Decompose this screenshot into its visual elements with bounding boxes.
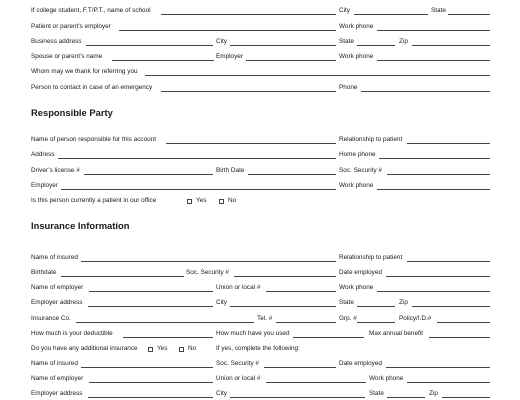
insurance-heading: Insurance Information (31, 220, 130, 231)
insurance-co-label: Insurance Co. (31, 315, 71, 322)
responsible-home-phone-label: Home phone (339, 151, 376, 158)
license-label: Driver’s license # (31, 167, 80, 174)
insured-ssn-field[interactable] (234, 276, 336, 277)
responsible-party-heading: Responsible Party (31, 107, 113, 118)
max-benefit-field[interactable] (429, 337, 490, 338)
referral-label: Whom may we thank for referring you (31, 68, 138, 75)
group-label: Grp. # (339, 315, 357, 322)
employer-state2-label: State (369, 390, 384, 397)
current-patient-no-option[interactable] (219, 196, 236, 206)
school-label: If college student, F.T/P.T., name of school (31, 7, 151, 14)
responsible-name-row (31, 135, 490, 145)
emergency-field[interactable] (161, 91, 336, 92)
group-field[interactable] (357, 322, 395, 323)
business-zip-label: Zip (399, 38, 408, 45)
insured-row (31, 253, 490, 263)
responsible-employer-field[interactable] (61, 189, 336, 190)
additional-no-label: No (188, 345, 197, 352)
business-zip-field[interactable] (412, 45, 490, 46)
responsible-name-label: Name of person responsible for this account (31, 136, 157, 143)
additional-yes-option[interactable] (148, 344, 167, 354)
current-patient-row (31, 196, 490, 206)
insured-relationship-label: Relationship to patient (339, 254, 403, 261)
responsible-employer-label: Employer (31, 182, 58, 189)
work-phone-label: Work phone (339, 23, 374, 30)
union-field[interactable] (266, 291, 336, 292)
insured-relationship-field[interactable] (407, 261, 490, 262)
used-label: How much have you used (216, 330, 290, 337)
employer-city-field[interactable] (230, 306, 336, 307)
responsible-work-phone-field[interactable] (377, 189, 490, 190)
business-address-label: Business address (31, 38, 82, 45)
insured2-employer-address-row (31, 389, 490, 399)
additional-insurance-row (31, 344, 490, 354)
responsible-relationship-field[interactable] (407, 143, 490, 144)
policy-label: Policy/I.D.# (399, 315, 432, 322)
responsible-employer-row (31, 181, 490, 191)
employer-name-field[interactable] (89, 291, 213, 292)
no-label: No (228, 197, 237, 204)
used-field[interactable] (293, 337, 364, 338)
insured-work-phone-field[interactable] (377, 291, 490, 292)
responsible-address-field[interactable] (58, 158, 336, 159)
employer-address2-field[interactable] (88, 397, 213, 398)
employer-label: Patient or parent’s employer (31, 23, 111, 30)
additional-label: Do you have any additional insurance (31, 345, 138, 352)
employer-state2-field[interactable] (387, 397, 425, 398)
yes-label: Yes (196, 197, 207, 204)
birth-date-field[interactable] (248, 174, 336, 175)
union2-label: Union or local # (216, 375, 261, 382)
work-phone2-field[interactable] (407, 382, 490, 383)
insured2-row (31, 359, 490, 369)
employer-state-field[interactable] (357, 306, 395, 307)
insured-field[interactable] (81, 261, 336, 262)
city-field[interactable] (354, 14, 428, 15)
deductible-field[interactable] (123, 337, 213, 338)
date-employed2-label: Date employed (339, 360, 382, 367)
business-address-row (31, 37, 490, 47)
responsible-license-row (31, 166, 490, 176)
referral-field[interactable] (145, 75, 490, 76)
business-address-field[interactable] (86, 45, 213, 46)
responsible-relationship-label: Relationship to patient (339, 136, 403, 143)
no-checkbox[interactable] (219, 199, 224, 204)
employer-address-field[interactable] (88, 306, 213, 307)
insured2-ssn-label: Soc. Security # (216, 360, 259, 367)
employer-name-label: Name of employer (31, 284, 84, 291)
additional-yes-checkbox[interactable] (148, 347, 153, 352)
insurance-co-field[interactable] (76, 322, 254, 323)
business-city-field[interactable] (230, 45, 336, 46)
insured-employer-address-row (31, 298, 490, 308)
union2-field[interactable] (266, 382, 366, 383)
emergency-phone-label: Phone (339, 84, 358, 91)
tel-label: Tel. # (257, 315, 273, 322)
work-phone2-label: Work phone (369, 375, 404, 382)
patient-employer-row (31, 22, 490, 32)
tel-field[interactable] (276, 322, 336, 323)
max-benefit-label: Max annual benefit (369, 330, 424, 337)
insured-label: Name of insured (31, 254, 78, 261)
employer-zip2-field[interactable] (442, 397, 490, 398)
emergency-label: Person to contact in case of an emergency (31, 84, 153, 91)
employer-zip2-label: Zip (429, 390, 438, 397)
spouse-label: Spouse or parent’s name (31, 53, 103, 60)
date-employed-field[interactable] (386, 276, 490, 277)
spouse-field[interactable] (112, 60, 214, 61)
birthdate-row (31, 268, 490, 278)
employer-address2-label: Employer address (31, 390, 83, 397)
insured-ssn-label: Soc. Security # (186, 269, 229, 276)
yes-checkbox[interactable] (187, 199, 192, 204)
responsible-address-label: Address (31, 151, 55, 158)
insurance-company-row (31, 314, 490, 324)
school-field[interactable] (161, 14, 336, 15)
employer-state-label: State (339, 299, 354, 306)
insured-work-phone-label: Work phone (339, 284, 374, 291)
policy-field[interactable] (437, 322, 490, 323)
spouse-employer-label: Employer (216, 53, 243, 60)
responsible-home-phone-field[interactable] (379, 158, 490, 159)
responsible-ssn-field[interactable] (387, 174, 490, 175)
spouse-work-phone-field[interactable] (377, 60, 490, 61)
employer-city2-field[interactable] (230, 397, 365, 398)
business-state-field[interactable] (357, 45, 395, 46)
union-label: Union or local # (216, 284, 261, 291)
date-employed2-field[interactable] (386, 367, 490, 368)
school-row (31, 6, 490, 16)
deductible-row (31, 329, 490, 339)
employer-city-label: City (216, 299, 228, 306)
deductible-label: How much is your deductible (31, 330, 113, 337)
date-employed-label: Date employed (339, 269, 382, 276)
employer-zip-label: Zip (399, 299, 408, 306)
responsible-address-row (31, 150, 490, 160)
city-label: City (339, 7, 351, 14)
employer-name2-field[interactable] (89, 382, 213, 383)
insured2-employer-row (31, 374, 490, 384)
birth-date-label: Birth Date (216, 167, 245, 174)
additional-no-option[interactable] (179, 344, 196, 354)
spouse-work-phone-label: Work phone (339, 53, 374, 60)
state-label: State (431, 7, 446, 14)
employer-zip-field[interactable] (412, 306, 490, 307)
if-yes-label: If yes, complete the following: (216, 345, 300, 352)
current-patient-yes-option[interactable] (187, 196, 206, 206)
emergency-phone-field[interactable] (361, 91, 490, 92)
birthdate-label: Birthdate (31, 269, 57, 276)
responsible-ssn-label: Soc. Security # (339, 167, 382, 174)
insured2-field[interactable] (81, 367, 213, 368)
employer-name2-label: Name of employer (31, 375, 84, 382)
additional-no-checkbox[interactable] (179, 347, 184, 352)
spouse-row (31, 52, 490, 62)
business-city-label: City (216, 38, 228, 45)
birthdate-field[interactable] (61, 276, 184, 277)
insured2-label: Name of insured (31, 360, 78, 367)
spouse-employer-field[interactable] (246, 60, 336, 61)
state-field[interactable] (448, 14, 490, 15)
current-patient-label: Is this person currently a patient in our office (31, 197, 157, 204)
referral-row (31, 67, 490, 77)
license-field[interactable] (84, 174, 213, 175)
employer-address-label: Employer address (31, 299, 83, 306)
emergency-row (31, 83, 490, 93)
employer-field[interactable] (119, 30, 336, 31)
insured2-ssn-field[interactable] (264, 367, 336, 368)
responsible-name-field[interactable] (166, 143, 336, 144)
business-state-label: State (339, 38, 354, 45)
work-phone-field[interactable] (377, 30, 490, 31)
employer-city2-label: City (216, 390, 228, 397)
responsible-work-phone-label: Work phone (339, 182, 374, 189)
insured-employer-row (31, 283, 490, 293)
additional-yes-label: Yes (157, 345, 168, 352)
